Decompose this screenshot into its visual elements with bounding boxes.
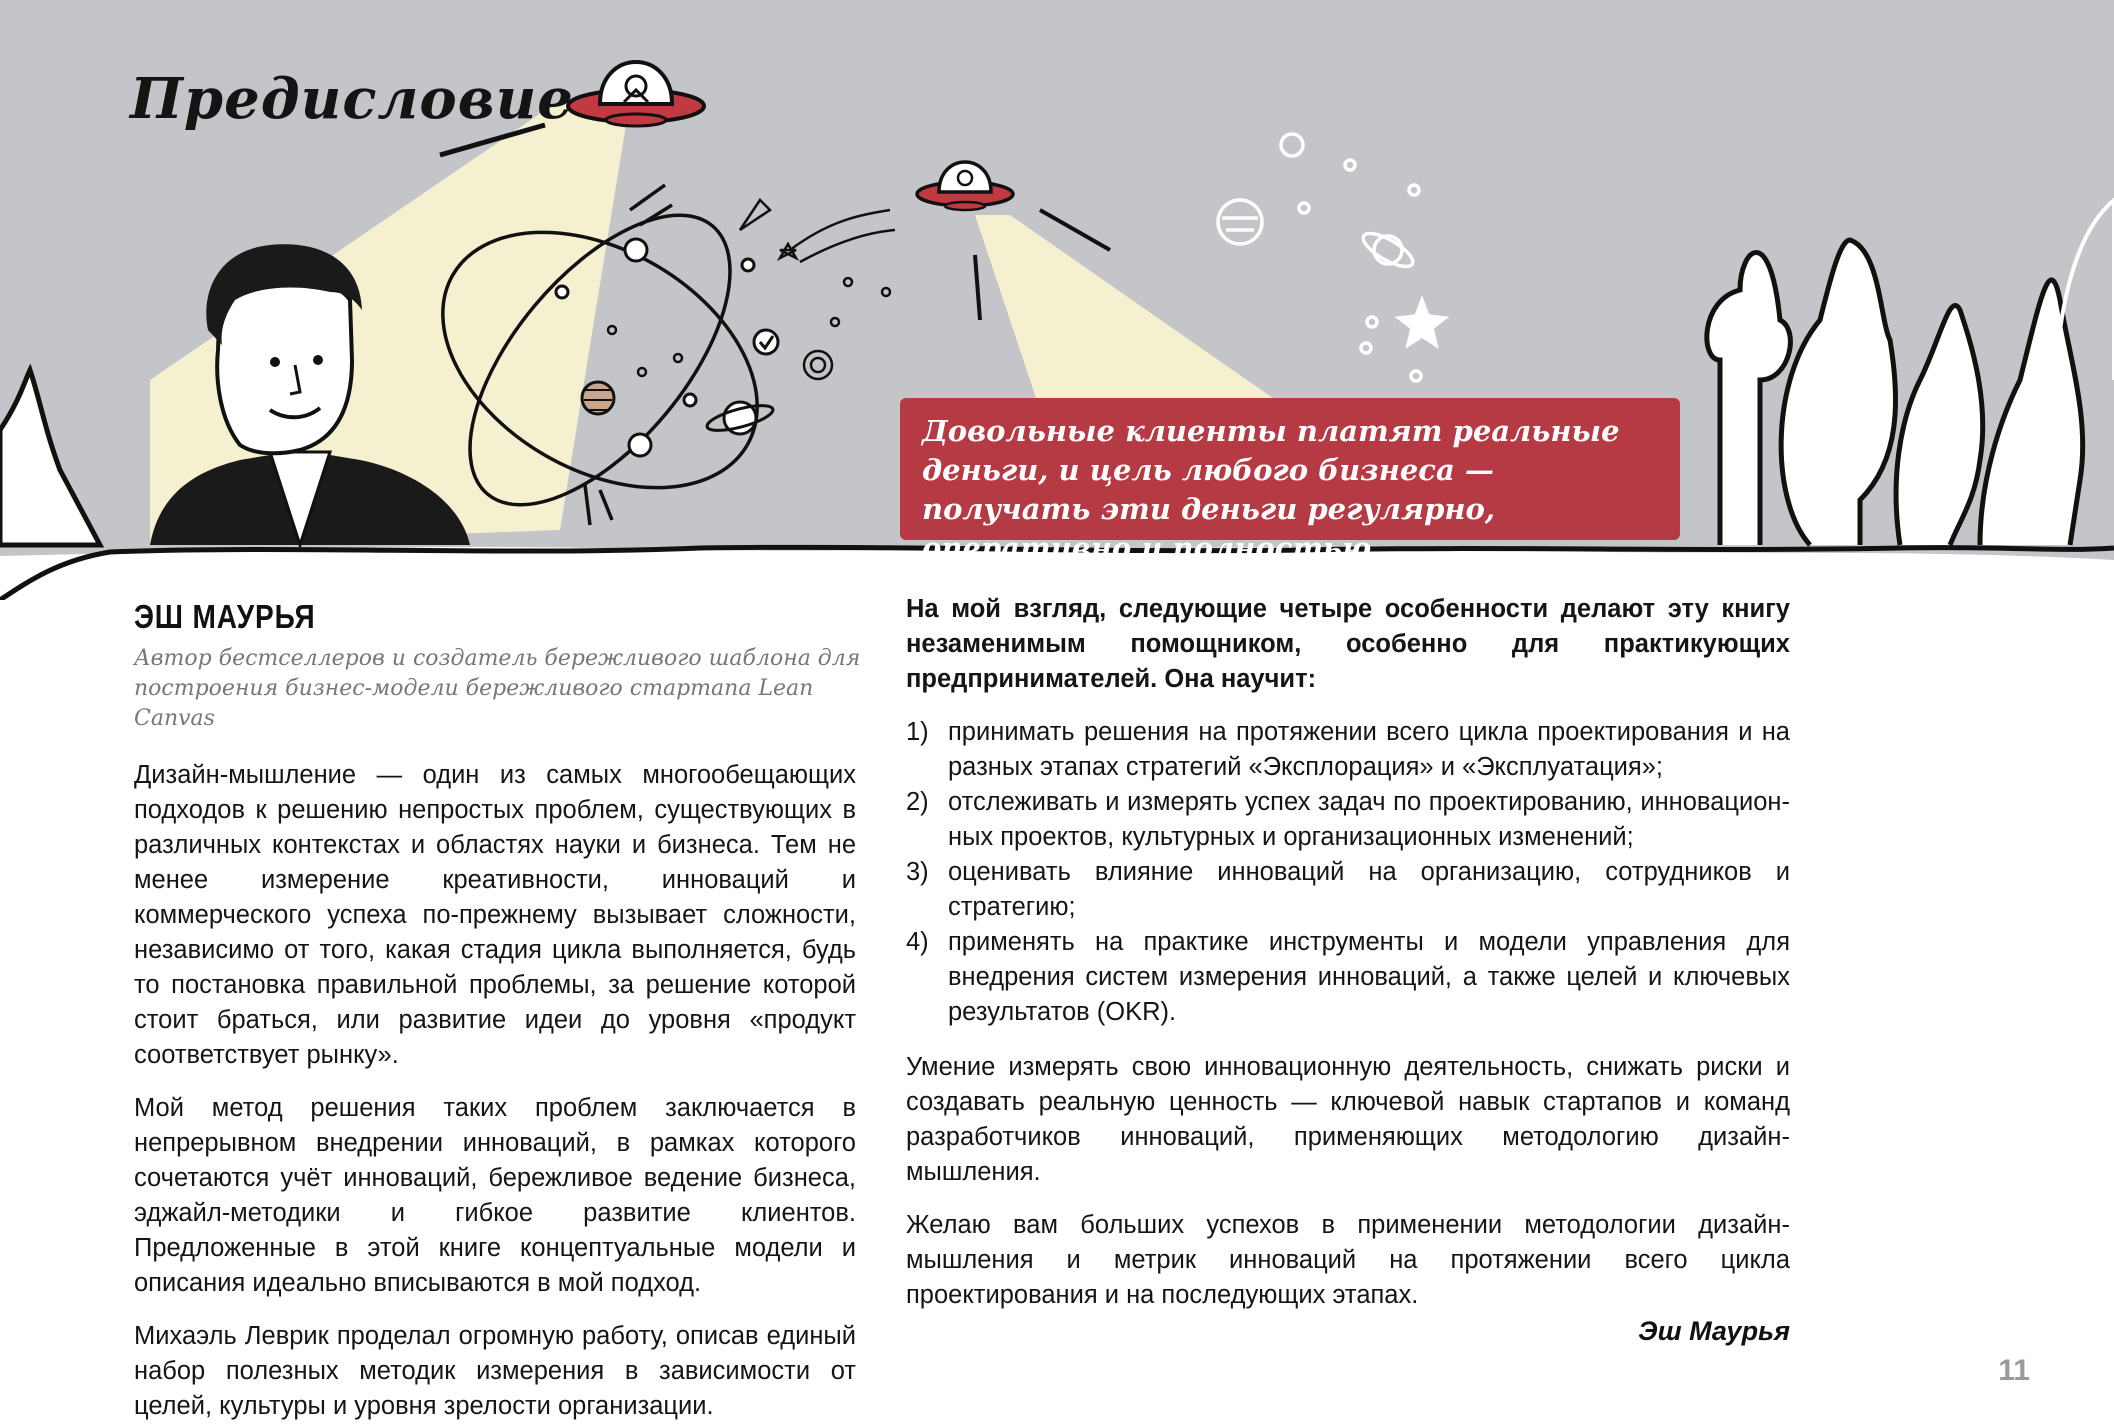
paragraph: Михаэль Леврик проделал огромную работу, описав единый набор полезных методик измерения в зависимости от целей, культуры и уровня зрелости организации. — [134, 1322, 856, 1420]
list-number: 4) — [906, 928, 929, 956]
intro-paragraph: На мой взгляд, следующие четыре особенности делают эту книгу незаменимым помощником, особенно для практикующих предпринимателей. Она научит: — [906, 595, 1790, 693]
list-item — [906, 855, 1790, 925]
list-number: 2) — [906, 788, 929, 816]
feature-list — [906, 715, 1790, 1030]
paragraph: Дизайн-мышление — один из самых многообещающих подходов к решению непростых проблем, существующих в различных контекстах и областях науки и бизнеса. Тем не менее измерение креативности, инноваций и коммерческого успеха по-прежнему вызывает сложности, независимо от того, какая стадия цикла выполняется, будь то постановка правильной проблемы, за решение которой стоит браться, или развитие идеи до уровня «продукт соответствует рынку». — [134, 761, 856, 1069]
list-text: применять на практике инструменты и модели управления для внедрения систем измерения инноваций, а также целей и ключевых результатов (OKR). — [948, 928, 1790, 1026]
list-item — [906, 715, 1790, 785]
page-number: 11 — [1998, 1354, 2030, 1387]
list-item — [906, 925, 1790, 1030]
list-text: оценивать влияние инноваций на организацию, сотрудников и стратегию; — [948, 858, 1790, 921]
left-column — [134, 758, 856, 1424]
right-column — [906, 592, 1790, 1331]
page-title: Предисловие — [130, 66, 574, 132]
list-number: 3) — [906, 858, 929, 886]
paragraph: Желаю вам больших успехов в применении методологии дизайн-мышления и метрик инноваций на протяжении всего цикла проектирования и на последующих этапах. — [906, 1211, 1790, 1309]
author-name: ЭШ МАУРЬЯ — [134, 598, 316, 635]
author-subtitle: Автор бестселлеров и создатель бережливого шаблона для построения бизнес-модели бережливого стартапа Lean Canvas — [134, 646, 861, 731]
list-item — [906, 785, 1790, 855]
paragraph: Мой метод решения таких проблем заключается в непрерывном внедрении инноваций, в рамках которого сочетаются учёт инноваций, бережливое ведение бизнеса, эджайл-методики и гибкое развитие клиентов. Предложенные в этой книге концептуальные модели и описания идеально вписываются в мой подход. — [134, 1094, 856, 1297]
signature: Эш Маурья — [1638, 1316, 1790, 1346]
paragraph: Умение измерять свою инновационную деятельность, снижать риски и создавать реальную ценность — ключевой навык стартапов и команд разработчиков инноваций, применяющих методологию дизайн-мышления. — [906, 1053, 1790, 1186]
list-text: принимать решения на протяжении всего цикла проектирования и на разных этапах стратегий «Эксплорация» и «Эксплуатация»; — [948, 718, 1790, 781]
list-number: 1) — [906, 718, 929, 746]
list-text: отслеживать и измерять успех задач по проектированию, инновационных проектов, культурных и организационных изменений; — [948, 788, 1790, 851]
quote-callout: Довольные клиенты платят реальные деньги, и цель любого бизнеса — получать эти деньги регулярно, оперативно и полностью. — [900, 398, 1680, 540]
